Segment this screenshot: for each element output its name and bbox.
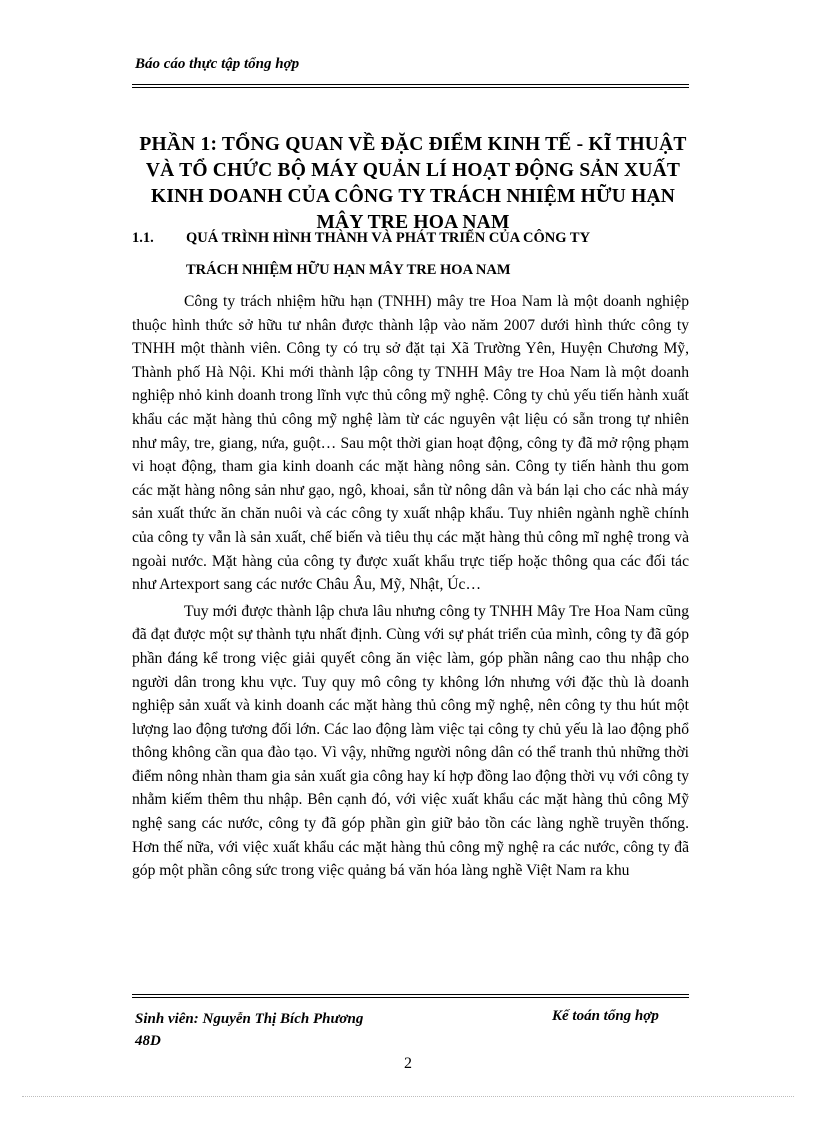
part-title-line-3: KINH DOANH CỦA CÔNG TY TRÁCH NHIỆM HỮU HẠN [150,186,676,207]
section-number: 1.1. [132,230,154,246]
paragraph-1: Công ty trách nhiệm hữu hạn (TNHH) mây tre Hoa Nam là một doanh nghiệp thuộc hình thức sở hữu tư nhân được thành lập vào năm 2007 dưới hình thức công ty TNHH một thành viên. Công ty có trụ sở đặt tại Xã Trường Yên, Huyện Chương Mỹ, Thành phố Hà Nội. Khi mới thành lập công ty TNHH Mây tre Hoa Nam là một doanh nghiệp nhỏ kinh doanh trong lĩnh vực thủ công mỹ nghệ. Công ty chủ yếu tiến hành xuất khẩu các mặt hàng thủ công mỹ nghệ làm từ các nguyên vật liệu có sẵn trong tự nhiên như mây, tre, giang, nứa, guột… Sau một thời gian hoạt động, công ty đã mở rộng phạm vi hoạt động, tham gia kinh doanh các mặt hàng nông sản. Công ty tiến hành thu gom các mặt hàng nông sản như gạo, ngô, khoai, sắn từ nông dân và bán lại cho các nhà máy sản xuất thức ăn chăn nuôi và các công ty xuất nhập khẩu. Tuy nhiên ngành nghề chính của công ty vẫn là sản xuất, chế biến và tiêu thụ các mặt hàng thủ công mĩ nghệ trong và ngoài nước. Mặt hàng của công ty được xuất khẩu trực tiếp hoặc thông qua các đối tác như Artexport sang các nước Châu Âu, Mỹ, Nhật, Úc… [132,293,689,594]
section-title-line-1: QUÁ TRÌNH HÌNH THÀNH VÀ PHÁT TRIỂN CỦA CÔNG TY [186,230,591,246]
section-title-line-2: TRÁCH NHIỆM HỮU HẠN MÂY TRE HOA NAM [186,262,511,278]
part-title-line-2: VÀ TỔ CHỨC BỘ MÁY QUẢN LÍ HOẠT ĐỘNG SẢN XUẤT [145,160,681,181]
part-title-line-1: PHẦN 1: TỔNG QUAN VỀ ĐẶC ĐIỂM KINH TẾ - KĨ THUẬT [139,134,687,155]
header-rule [132,84,689,88]
footer-student-name: Sinh viên: Nguyễn Thị Bích Phương [135,1011,364,1027]
footer-student [135,1008,363,1052]
footer-major: Kế toán tổng hợp [552,1008,659,1024]
page-boundary-line [22,1096,794,1097]
footer-student-class: 48D [135,1033,161,1049]
page-number: 2 [404,1055,412,1072]
footer-rule [132,994,689,998]
part-title-line-4: MÂY TRE HOA NAM [316,212,510,233]
body-text [132,290,689,883]
running-header: Báo cáo thực tập tổng hợp [135,56,300,72]
part-title [132,132,694,236]
paragraph-2: Tuy mới được thành lập chưa lâu nhưng công ty TNHH Mây Tre Hoa Nam cũng đã đạt được một sự thành tựu nhất định. Cùng với sự phát triển của mình, công ty đã góp phần đáng kể trong việc giải quyết công ăn việc làm, góp phần nâng cao thu nhập cho người dân trong khu vực. Tuy quy mô công ty không lớn nhưng với đặc thù là doanh nghiệp sản xuất và kinh doanh các mặt hàng thủ công mỹ nghệ, nên công ty thu hút một lượng lao động tương đối lớn. Các lao động làm việc tại công ty chủ yếu là lao động phổ thông không cần qua đào tạo. Vì vậy, những người nông dân có thể tranh thủ những thời điểm nông nhàn tham gia sản xuất gia công hay kí hợp đồng lao động thời vụ với công ty nhằm kiếm thêm thu nhập. Bên cạnh đó, với việc xuất khẩu các mặt hàng thủ công Mỹ nghệ sang các nước, công ty đã góp phần gìn giữ bảo tồn các làng nghề truyền thống. Hơn thế nữa, với việc xuất khẩu các mặt hàng thủ công mỹ nghệ ra các nước, công ty đã góp một phần công sức trong việc quảng bá văn hóa làng nghề Việt Nam ra khu [132,602,690,880]
